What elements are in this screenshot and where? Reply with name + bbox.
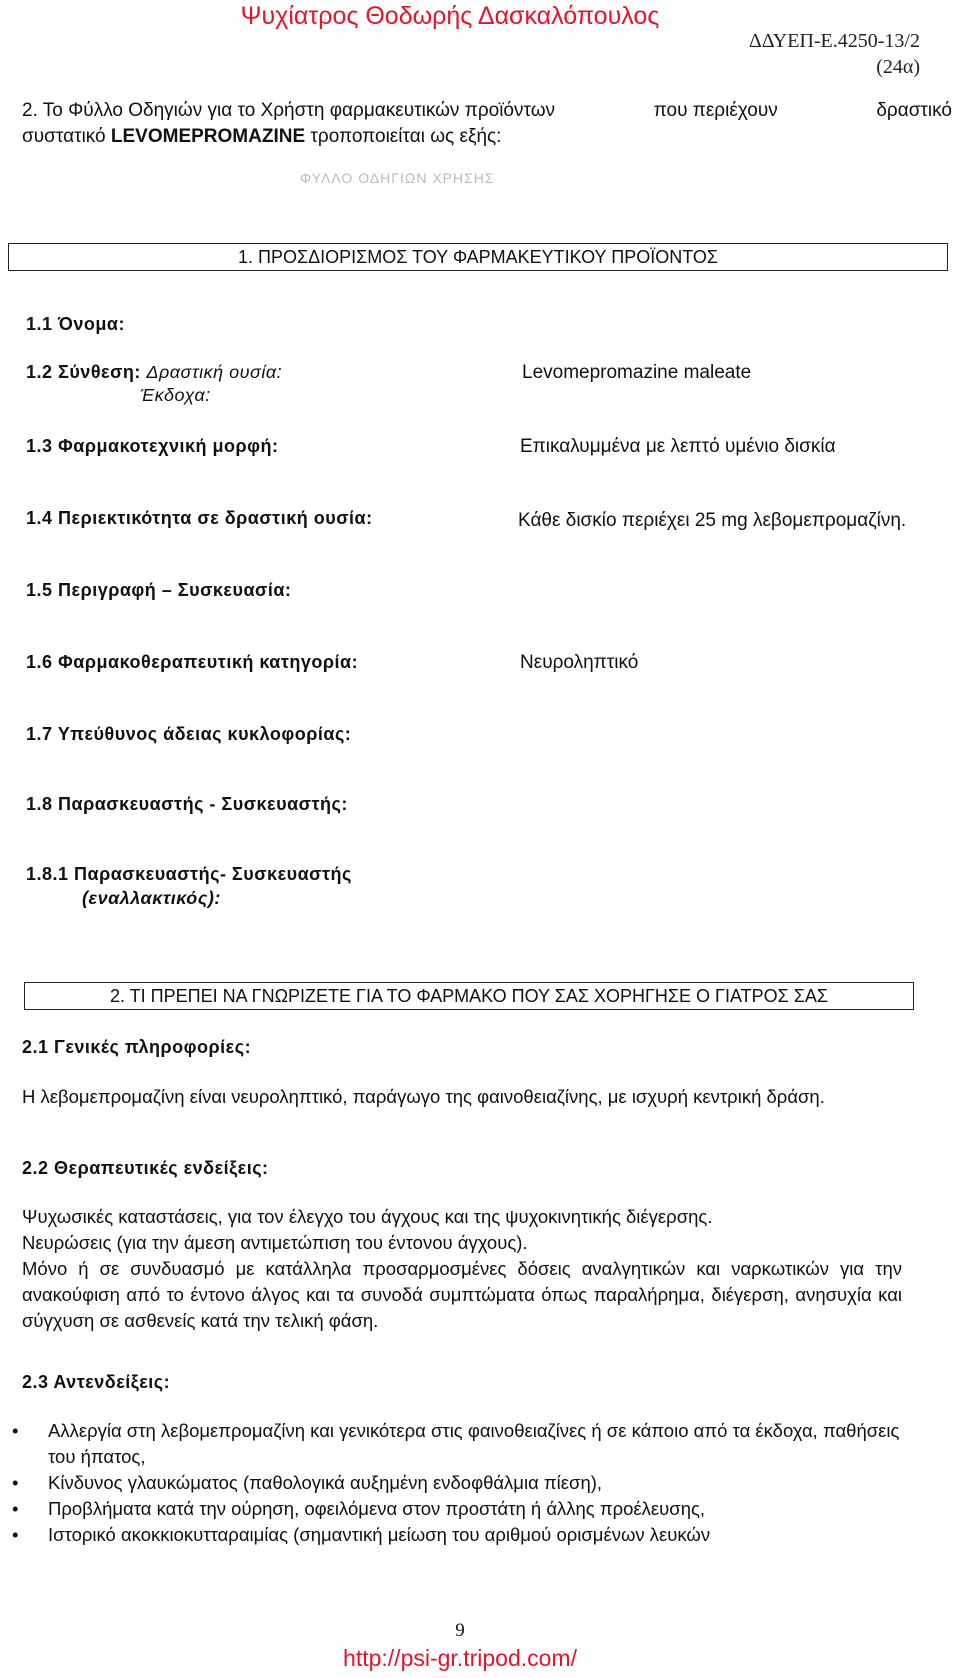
strength-value: Κάθε δισκίο περιέχει 25 mg λεβομεπρομαζίνη. xyxy=(518,510,907,531)
list-item: • Προβλήματα κατά την ούρηση, οφειλόμενα στον προστάτη ή άλλης προέλευσης, xyxy=(0,1496,900,1522)
holder-label: 1.7 Υπεύθυνος άδειας κυκλοφορίας: xyxy=(26,724,352,744)
document-reference xyxy=(749,28,920,80)
alt-manufacturer-sub: (εναλλακτικός): xyxy=(82,888,221,908)
intro-paragraph xyxy=(22,98,952,150)
description-label: 1.5 Περιγραφή – Συσκευασία: xyxy=(26,580,292,600)
list-item: • Αλλεργία στη λεβομεπρομαζίνη και γενικότερα στις φαινοθειαζίνες ή σε κάποιο από τα έκδοχα, παθήσεις του ήπατος, xyxy=(0,1418,900,1470)
form-value: Επικαλυμμένα με λεπτό υμένιο δισκία xyxy=(520,436,836,457)
reference-code: ΔΔΥΕΠ-Ε.4250-13/2 xyxy=(748,30,920,52)
list-item: • Κίνδυνος γλαυκώματος (παθολογικά αυξημένη ενδοφθάλμια πίεση), xyxy=(0,1470,900,1496)
indications-label: 2.2 Θεραπευτικές ενδείξεις: xyxy=(22,1158,269,1178)
intro-line1-left: 2. Το Φύλλο Οδηγιών για το Χρήστη φαρμακευτικών προϊόντων xyxy=(22,100,556,121)
intro-line1-mid: που περιέχουν xyxy=(653,100,778,121)
indication-psychoses: Ψυχωσικές καταστάσεις, για τον έλεγχο του άγχους και της ψυχοκινητικής διέγερσης. xyxy=(22,1206,713,1227)
excipients-label: Έκδοχα: xyxy=(140,385,211,405)
footer-url-link[interactable]: http://psi-gr.tripod.com/ xyxy=(343,1645,577,1671)
active-substance-label: Δραστική ουσία: xyxy=(146,362,283,382)
list-item-text: Κίνδυνος γλαυκώματος (παθολογικά αυξημένη ενδοφθάλμια πίεση), xyxy=(48,1472,603,1493)
composition-label-text: 1.2 Σύνθεση: xyxy=(26,362,141,382)
indication-palliative: Μόνο ή σε συνδυασμό με κατάλληλα προσαρμοσμένες δόσεις αναλγητικών και ναρκωτικών για την ανακούφιση από το έντονο άλγος και τα συνοδά συμπτώματα όπως παραλήρημα, διέγερση, ανησυχία και σύγχυση σε ασθενείς κατά την τελική φάση. xyxy=(22,1258,902,1331)
intro-line1-right: δραστικό xyxy=(876,100,952,121)
contraindications-list xyxy=(0,1418,900,1548)
contraindications-label: 2.3 Αντενδείξεις: xyxy=(22,1372,171,1392)
section2-heading: 2. ΤΙ ΠΡΕΠΕΙ ΝΑ ΓΝΩΡΙΖΕΤΕ ΓΙΑ ΤΟ ΦΑΡΜΑΚΟ ΠΟΥ ΣΑΣ ΧΟΡΗΓΗΣΕ Ο ΓΙΑΤΡΟΣ ΣΑΣ xyxy=(24,982,914,1010)
general-info-text: Η λεβομεπρομαζίνη είναι νευροληπτικό, παράγωγο της φαινοθειαζίνης, με ισχυρή κεντρική δράση. xyxy=(22,1086,825,1107)
composition-label xyxy=(26,362,282,383)
substance-name: LEVOMEPROMAZINE xyxy=(110,126,306,147)
indications-text xyxy=(22,1204,902,1334)
list-item: • Ιστορικό ακοκκιοκυτταραιμίας (σημαντική μείωση του αριθμού ορισμένων λευκών xyxy=(0,1522,900,1548)
active-substance-value: Levomepromazine maleate xyxy=(522,362,752,383)
form-label: 1.3 Φαρμακοτεχνική μορφή: xyxy=(26,436,279,456)
manufacturer-label: 1.8 Παρασκευαστής - Συσκευαστής: xyxy=(26,794,348,814)
strength-label: 1.4 Περιεκτικότητα σε δραστική ουσία: xyxy=(26,508,373,528)
indication-neuroses: Νευρώσεις (για την άμεση αντιμετώπιση του έντονου άγχους). xyxy=(22,1232,528,1253)
list-item-text: Προβλήματα κατά την ούρηση, οφειλόμενα στον προστάτη ή άλλης προέλευσης, xyxy=(48,1498,706,1519)
list-item-text: Αλλεργία στη λεβομεπρομαζίνη και γενικότερα στις φαινοθειαζίνες ή σε κάποιο από τα έκδοχα, παθήσεις του ήπατος, xyxy=(48,1420,900,1467)
reference-suffix: (24α) xyxy=(876,56,920,78)
section1-heading: 1. ΠΡΟΣΔΙΟΡΙΣΜΟΣ ΤΟΥ ΦΑΡΜΑΚΕΥΤΙΚΟΥ ΠΡΟΪΟΝΤΟΣ xyxy=(8,243,948,271)
intro-line2-post: τροποποιείται ως εξής: xyxy=(305,126,502,147)
alt-manufacturer-label: 1.8.1 Παρασκευαστής- Συσκευαστής xyxy=(26,864,352,884)
list-item-text: Ιστορικό ακοκκιοκυτταραιμίας (σημαντική μείωση του αριθμού ορισμένων λευκών xyxy=(48,1524,711,1545)
general-info-label: 2.1 Γενικές πληροφορίες: xyxy=(22,1037,252,1057)
faded-stamp-text: ΦΥΛΛΟ ΟΔΗΓΙΩΝ ΧΡΗΣΗΣ xyxy=(300,170,495,186)
header-title: Ψυχίατρος Θοδωρής Δασκαλόπουλος xyxy=(240,2,660,30)
page-number: 9 xyxy=(455,1620,465,1641)
intro-line2-pre: συστατικό xyxy=(22,126,111,147)
name-label: 1.1 Όνομα: xyxy=(26,314,125,334)
category-label: 1.6 Φαρμακοθεραπευτική κατηγορία: xyxy=(26,652,359,672)
category-value: Νευροληπτικό xyxy=(520,652,639,673)
